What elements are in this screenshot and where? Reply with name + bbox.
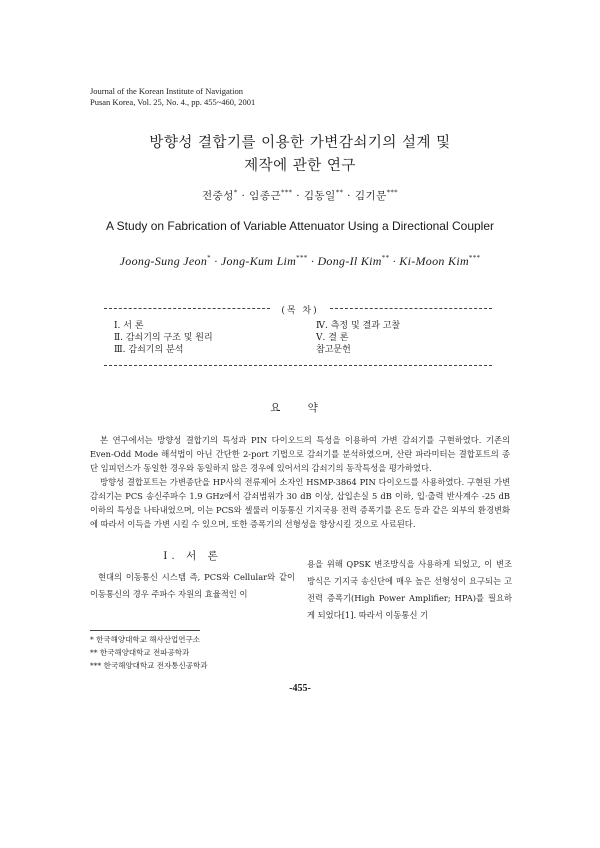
korean-author-4: 김기문 xyxy=(354,190,387,202)
english-author-2: Jong-Kum Lim xyxy=(220,254,297,268)
toc-left-column xyxy=(114,320,213,356)
author-mark: ** xyxy=(335,188,344,197)
toc-item: Ⅰ. 서 론 xyxy=(114,321,144,331)
intro-paragraph-right: 용을 위해 QPSK 변조방식을 사용하게 되었고, 이 변조방식은 기지국 송신단에 매우 높은 선형성이 요구되는 고전력 증폭기(High Power Amplifier; HPA)를 필요하게 되었다[1]. 따라서 이동통신 기 xyxy=(307,559,512,620)
journal-name: Journal of the Korean Institute of Navigation xyxy=(90,86,243,96)
author-separator: · xyxy=(307,254,318,268)
abstract-heading: 요 약 xyxy=(270,402,330,414)
abstract-paragraph-2: 방향성 결합포트는 가변종단을 HP사의 전류제어 소자인 HSMP-3864 PIN 다이오드를 사용하였다. 구현된 가변감쇠기는 PCS 송신주파수 1.9 GHz에서 감쇠범위가 30 dB 이상, 삽입손실 5 dB 이하, 입·출력 반사계수 -25 dB 이하의 특성을 나타내었으며, 이는 PCS와 셀룰러 이동통신 기지국용 전력 증폭기를 온도 등과 같은 외부의 환경변화에 따라서 이득을 가변 시킬 수 있으며, 또한 증폭기의 선형성을 향상시킬 것으로 사료된다. xyxy=(90,477,510,529)
footnote-2: ** 한국해양대학교 전파공학과 xyxy=(90,648,190,657)
korean-title-line2: 제작에 관한 연구 xyxy=(244,158,356,174)
body-right-column xyxy=(307,556,512,624)
author-mark: *** xyxy=(296,254,308,262)
author-separator: · xyxy=(389,254,400,268)
section-heading-introduction: Ⅰ. 서 론 xyxy=(163,550,222,562)
abstract-paragraph-1: 본 연구에서는 방향성 결합기의 특성과 PIN 다이오드의 특성을 이용하여 가변 감쇠기를 구현하였다. 기존의 Even-Odd Mode 해석법이 아닌 간단한 2-port 기법으로 감쇠기를 분석하였으며, 산란 파라미터는 결합포트의 종단 임피던스가 동일한 경우와 동일하지 않은 경우에 있어서의 감쇠기의 동작특성을 평가하였다. xyxy=(90,435,510,473)
toc-item: Ⅳ. 측정 및 결과 고찰 xyxy=(316,321,401,331)
toc-item: Ⅱ. 감쇠기의 구조 및 원리 xyxy=(114,333,213,343)
footnote-1: * 한국해양대학교 해사산업연구소 xyxy=(90,635,200,644)
author-mark: *** xyxy=(468,254,481,262)
english-author-3: Dong-Il Kim xyxy=(317,254,382,268)
intro-paragraph-left: 현대의 이동통신 시스템 즉, PCS와 Cellular와 같이 이동통신의 경우 주파수 자원의 효율적인 이 xyxy=(90,572,295,599)
author-mark: * xyxy=(233,188,238,197)
page-number: -455- xyxy=(289,683,311,694)
korean-title-line1: 방향성 결합기를 이용한 가변감쇠기의 설계 및 xyxy=(149,135,451,151)
author-mark: ** xyxy=(381,254,390,262)
toc-rule-left xyxy=(104,308,270,309)
toc-item: 참고문헌 xyxy=(316,345,351,355)
author-mark: *** xyxy=(281,188,293,197)
toc-rule-right xyxy=(330,308,492,309)
journal-citation: Pusan Korea, Vol. 25, No. 4., pp. 455~460, 2001 xyxy=(90,97,256,107)
toc-item: Ⅴ. 결 론 xyxy=(316,333,349,343)
footnote-rule xyxy=(90,630,200,631)
korean-author-2: 임종근 xyxy=(249,190,282,202)
toc-heading: (목 차) xyxy=(281,306,319,316)
author-separator: · xyxy=(237,190,250,202)
korean-title xyxy=(0,132,600,178)
english-authors xyxy=(0,254,600,269)
author-separator: · xyxy=(343,190,355,202)
footnotes xyxy=(90,633,207,672)
english-author-1: Joong-Sung Jeon xyxy=(119,254,208,268)
table-of-contents xyxy=(104,303,492,366)
author-mark: * xyxy=(207,254,211,262)
korean-author-3: 김동일 xyxy=(303,190,336,202)
toc-item: Ⅲ. 감쇠기의 분석 xyxy=(114,345,184,355)
toc-right-column xyxy=(316,320,400,356)
korean-authors xyxy=(0,188,600,203)
author-separator: · xyxy=(210,254,221,268)
author-mark: *** xyxy=(386,188,399,197)
korean-author-1: 전중성 xyxy=(201,190,234,202)
footnote-3: *** 한국해양대학교 전자통신공학과 xyxy=(90,661,208,670)
abstract-body xyxy=(90,433,510,531)
english-title: A Study on Fabrication of Variable Attenuator Using a Directional Coupler xyxy=(106,219,494,233)
english-author-4: Ki-Moon Kim xyxy=(399,254,469,268)
author-separator: · xyxy=(292,190,304,202)
body-left-column xyxy=(90,548,295,603)
journal-header xyxy=(90,86,255,108)
